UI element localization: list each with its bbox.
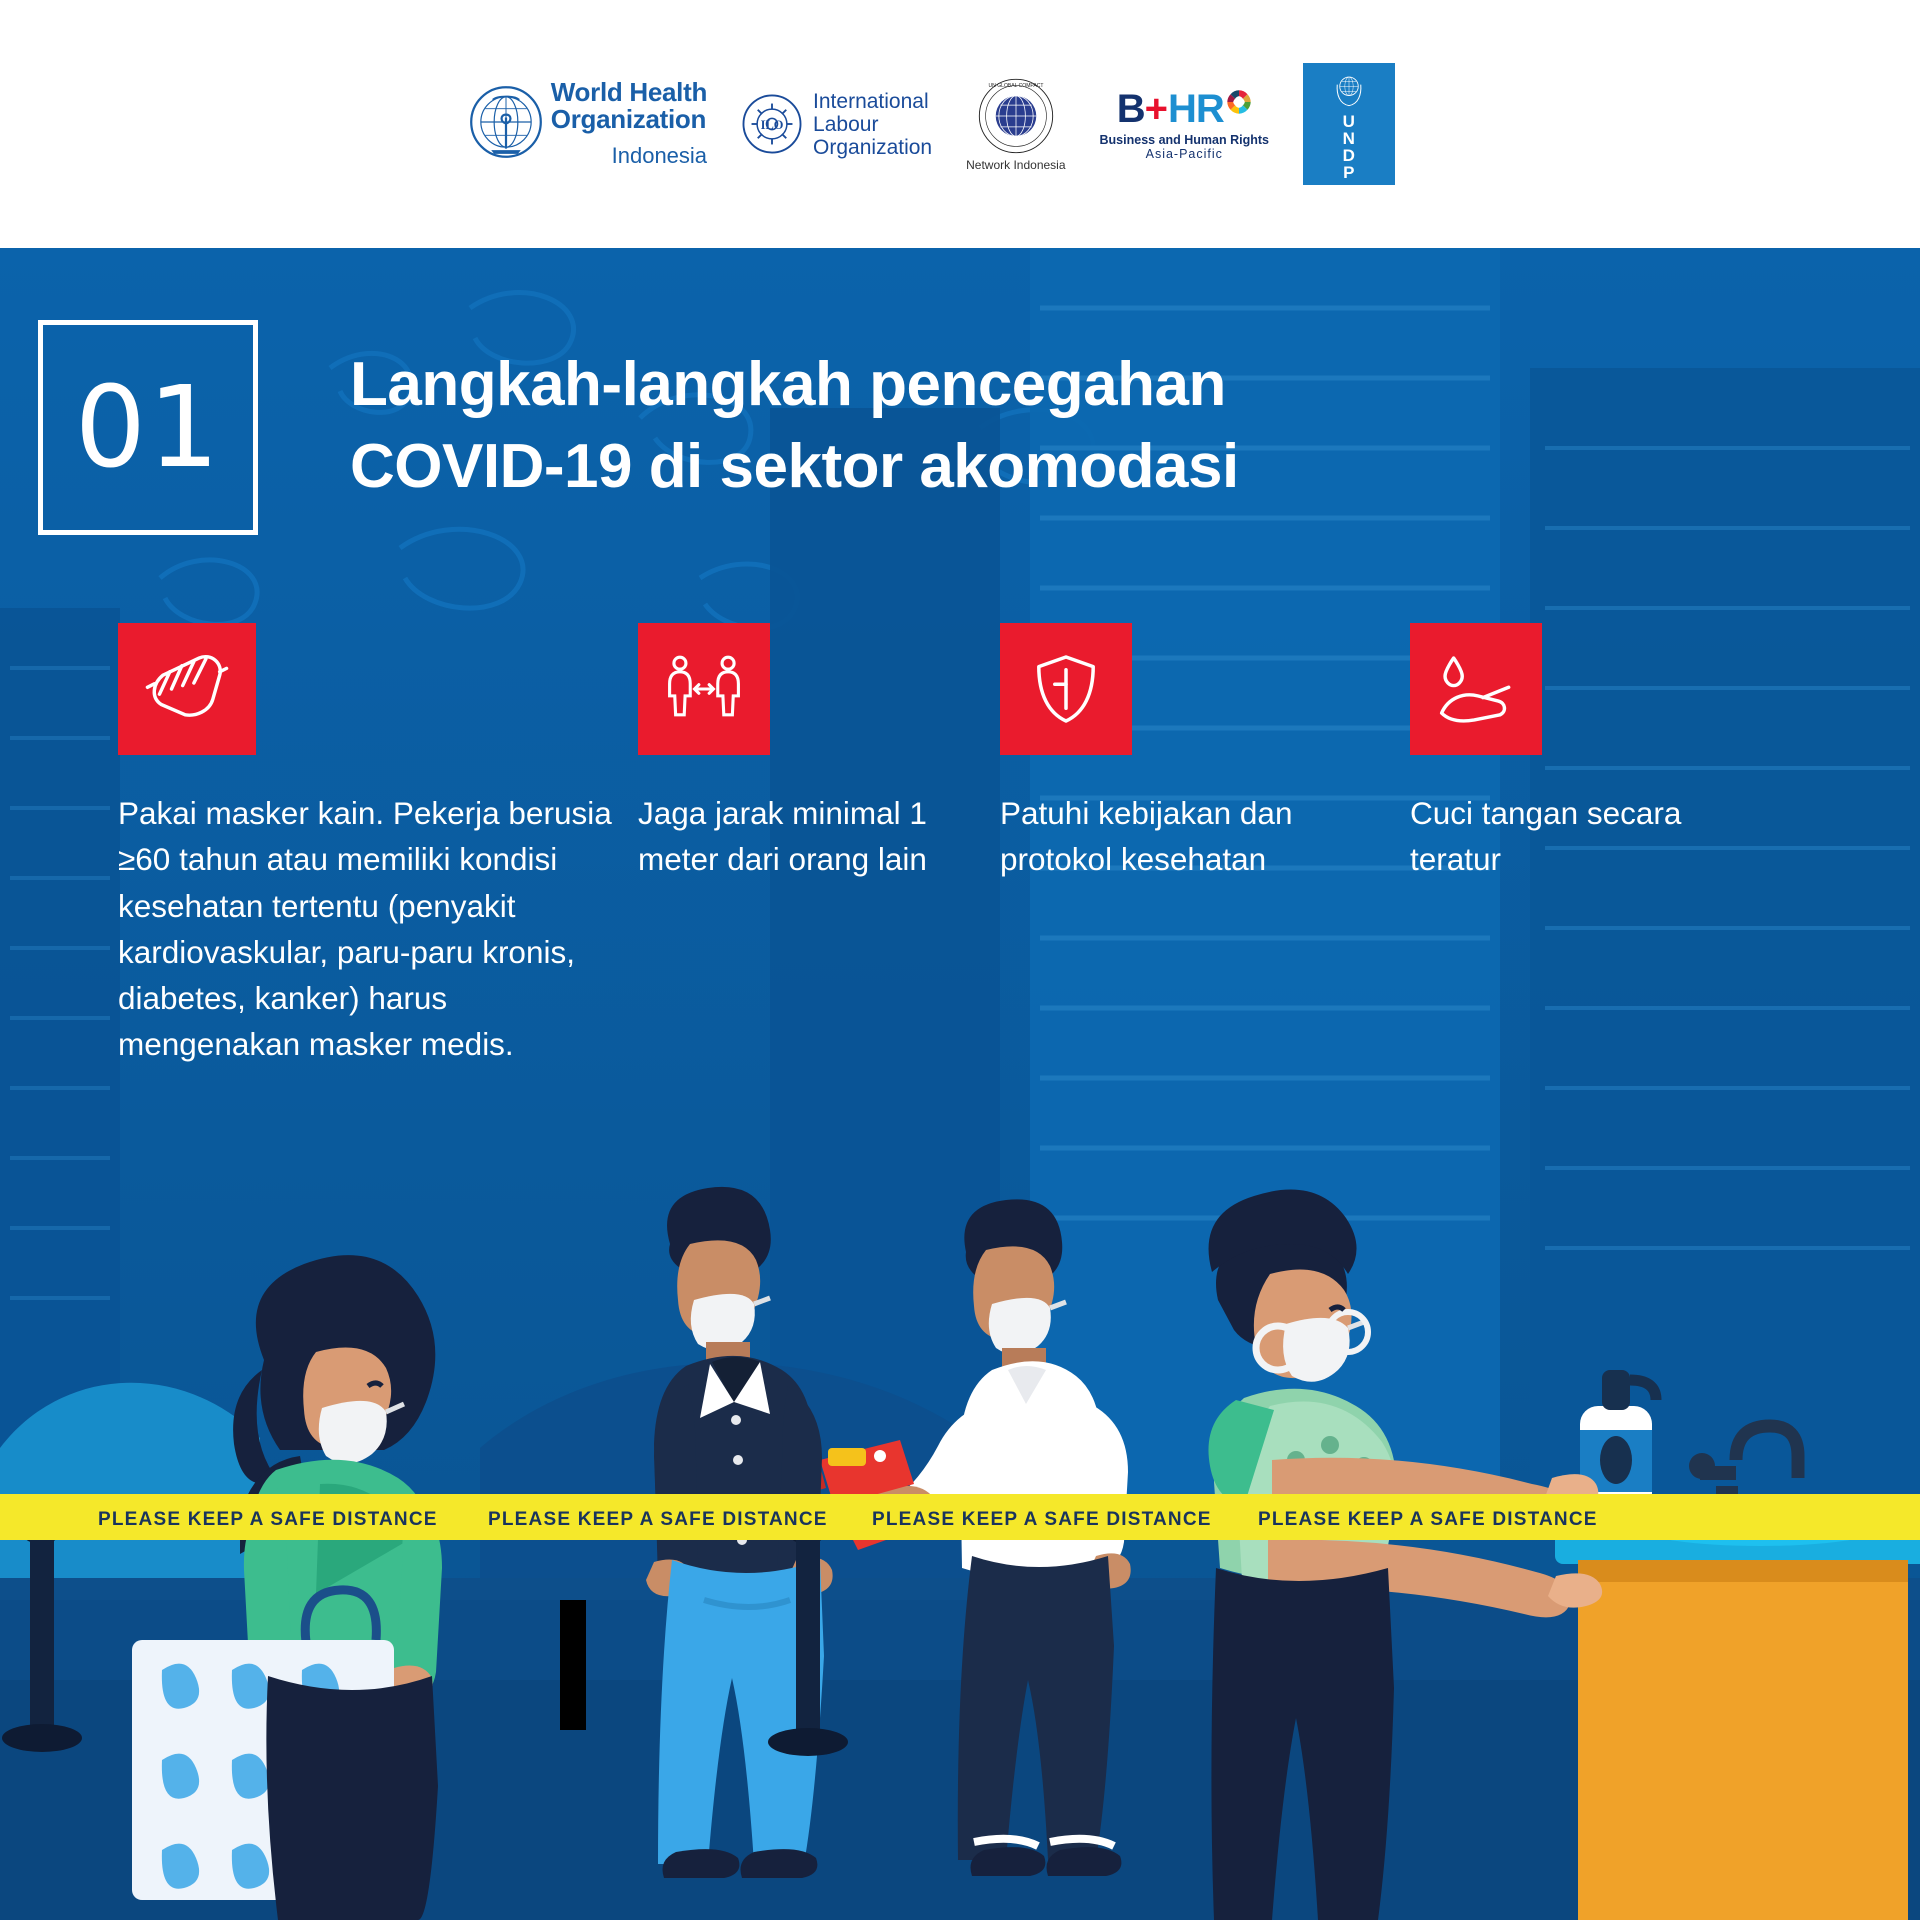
- header-logo-bar: [0, 0, 1920, 248]
- globe-icon: [977, 77, 1055, 155]
- logo-group: [469, 63, 1395, 185]
- un-global-compact-logo: [966, 77, 1065, 172]
- prevention-step-4-text: Cuci tangan secara teratur: [1410, 795, 1682, 878]
- sdg-wheel-icon: [1226, 89, 1252, 115]
- prevention-step-1-text: Pakai masker kain. Pekerja berusia ≥60 tahun atau memiliki kondisi kesehatan tertentu (penyakit kardiovaskular, paru-paru kronis, diabetes, kanker) harus mengenakan masker medis.: [118, 795, 612, 1063]
- bhr-mark-hr: HR: [1167, 87, 1224, 131]
- safe-distance-tape: [0, 1494, 1920, 1540]
- ilo-logo-text: [813, 90, 932, 159]
- who-logo-text: [551, 79, 707, 169]
- shield-check-icon: [1026, 649, 1106, 729]
- bhr-mark-plus: +: [1144, 87, 1168, 131]
- cloth-mask-icon: [144, 646, 230, 732]
- headline-line-2: COVID-19 di sektor akomodasi: [350, 431, 1239, 501]
- un-laurel-emblem-icon: [1328, 67, 1370, 109]
- who-emblem-icon: [469, 85, 543, 159]
- icon-box: [1000, 623, 1132, 755]
- who-subtitle: Indonesia: [611, 143, 708, 168]
- svg-text:UN GLOBAL COMPACT: UN GLOBAL COMPACT: [988, 82, 1044, 89]
- undp-logo: [1303, 63, 1395, 185]
- step-number-badge: [38, 320, 258, 535]
- prevention-step-4: [1410, 623, 1710, 883]
- wash-hands-icon: [1433, 646, 1519, 732]
- who-title-line2: Organization: [550, 104, 707, 134]
- bhr-asia-pacific-logo: [1100, 87, 1269, 161]
- icon-box: [638, 623, 770, 755]
- ilo-title-line1: International: [813, 89, 929, 113]
- icon-box: [1410, 623, 1542, 755]
- ilo-title-line3: Organization: [813, 135, 933, 159]
- illustration-scene: [0, 900, 1920, 1920]
- who-logo: [469, 79, 707, 169]
- who-title-line1: World Health: [550, 77, 708, 107]
- prevention-step-3-text: Patuhi kebijakan dan protokol kesehatan: [1000, 795, 1293, 878]
- prevention-step-3: [1000, 623, 1300, 883]
- headline-line-1: Langkah-langkah pencegahan: [350, 350, 1226, 419]
- main-panel: [0, 248, 1920, 1920]
- bhr-region: Asia-Pacific: [1145, 147, 1223, 161]
- step-number: 01: [74, 362, 222, 493]
- tape-text-1: PLEASE KEEP A SAFE DISTANCE: [98, 1509, 438, 1530]
- ungc-caption: Network Indonesia: [966, 157, 1066, 172]
- social-distance-icon: [661, 646, 747, 732]
- tape-text-3: PLEASE KEEP A SAFE DISTANCE: [872, 1509, 1212, 1530]
- svg-text:ILO: ILO: [760, 117, 784, 132]
- people-illustration: [0, 900, 1920, 1920]
- bhr-mark-b: B: [1116, 87, 1145, 131]
- prevention-step-2-text: Jaga jarak minimal 1 meter dari orang lain: [638, 795, 927, 878]
- page-title: [350, 344, 1650, 508]
- ilo-logo: [741, 90, 932, 159]
- woman-with-hijab-and-batik-bag: [132, 1255, 442, 1920]
- prevention-step-2: [638, 623, 968, 883]
- icon-box: [118, 623, 256, 755]
- tape-text-2: PLEASE KEEP A SAFE DISTANCE: [488, 1509, 828, 1530]
- tape-text-4: PLEASE KEEP A SAFE DISTANCE: [1258, 1509, 1598, 1530]
- ilo-title-line2: Labour: [813, 112, 879, 136]
- undp-letters: U N D P: [1342, 112, 1356, 182]
- ilo-emblem-icon: [741, 93, 803, 155]
- bhr-tagline: Business and Human Rights: [1099, 133, 1269, 147]
